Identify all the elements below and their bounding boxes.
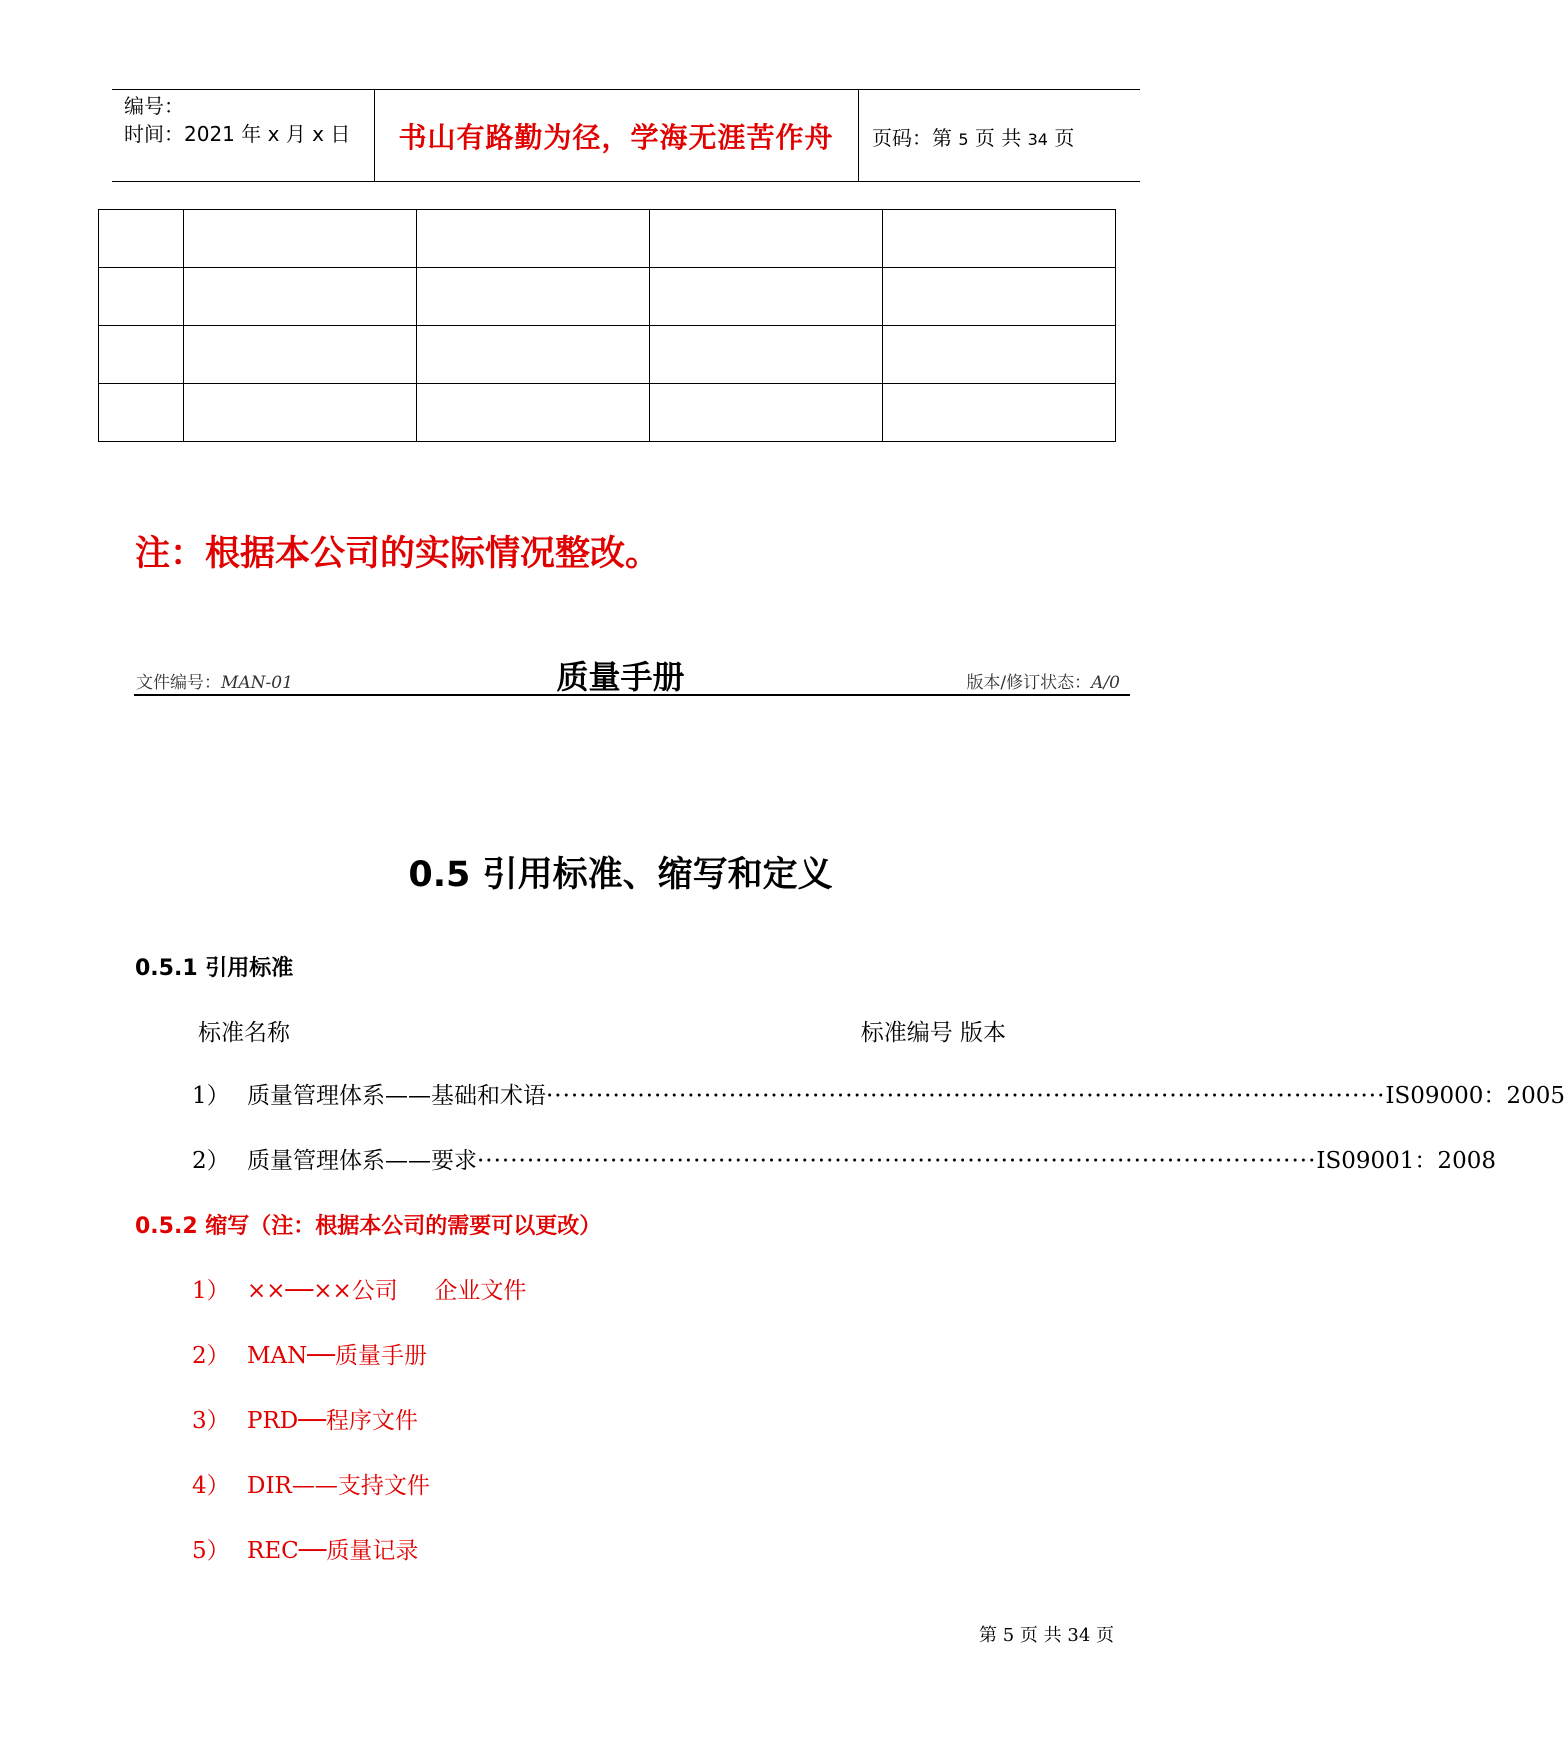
header-meta — [124, 92, 350, 148]
table-row — [99, 384, 1116, 442]
header-page-indicator — [872, 122, 1074, 151]
header-motto: 书山有路勤为径，学海无涯苦作舟 — [398, 121, 834, 154]
revision-status — [966, 668, 1120, 693]
standard-item-code: IS09001：2008 — [1316, 1148, 1496, 1174]
header-divider-2 — [858, 89, 859, 181]
table-cell — [99, 384, 184, 442]
table-cell — [99, 268, 184, 326]
table-cell — [99, 326, 184, 384]
table-cell — [417, 210, 650, 268]
abbreviation-number: 5） — [192, 1538, 230, 1564]
abbreviation-text: REC──质量记录 — [247, 1538, 419, 1564]
standard-item-code: IS09000：2005 — [1385, 1083, 1565, 1109]
abbreviation-item — [192, 1402, 418, 1435]
abbreviation-text: DIR——支持文件 — [247, 1473, 430, 1499]
page-footer: 第 5 页 共 34 页 — [979, 1625, 1114, 1646]
standard-item-name: 质量管理体系——要求 — [247, 1148, 477, 1174]
abbreviation-number: 4） — [192, 1473, 230, 1499]
code-label: 编号： — [124, 94, 184, 118]
table-cell — [184, 268, 417, 326]
standard-name-column-header: 标准名称 — [198, 1020, 290, 1046]
standard-code-column-header: 标准编号 版本 — [860, 1020, 1006, 1046]
standard-item-number: 1） — [192, 1083, 230, 1109]
abbreviation-number: 2） — [192, 1343, 230, 1369]
abbreviations-heading: 0.5.2 缩写（注：根据本公司的需要可以更改） — [135, 1214, 602, 1239]
table-row — [99, 326, 1116, 384]
table-cell — [184, 210, 417, 268]
table-cell — [883, 384, 1116, 442]
table-cell — [650, 384, 883, 442]
empty-table — [98, 209, 1116, 442]
standard-item-number: 2） — [192, 1148, 230, 1174]
abbreviation-item — [192, 1272, 526, 1305]
abbreviation-number: 1） — [192, 1278, 230, 1304]
table-cell — [417, 326, 650, 384]
abbreviation-text: PRD──程序文件 — [247, 1408, 418, 1434]
time-label: 时间：2021 年 x 月 x 日 — [124, 122, 351, 146]
manual-title: 质量手册 — [556, 658, 685, 696]
doc-header-rule — [134, 694, 1130, 696]
file-number-value: MAN-01 — [221, 673, 293, 693]
abbreviation-text: ××──××公司 企业文件 — [247, 1278, 527, 1304]
standard-item — [192, 1077, 1565, 1110]
table-row — [99, 210, 1116, 268]
table-row — [99, 268, 1116, 326]
page-total: 34 — [1027, 130, 1048, 149]
section-title: 0.5 引用标准、缩写和定义 — [408, 855, 833, 895]
table-cell — [184, 384, 417, 442]
file-number-label: 文件编号： — [136, 673, 221, 693]
abbreviation-number: 3） — [192, 1408, 230, 1434]
leader-dots: ····································································································· — [477, 1148, 1317, 1174]
table-cell — [650, 268, 883, 326]
table-cell — [417, 268, 650, 326]
abbreviation-text: MAN──质量手册 — [247, 1343, 427, 1369]
page-suffix: 页 — [1054, 126, 1075, 150]
abbreviation-item — [192, 1337, 427, 1370]
header-bottom-rule — [112, 181, 1140, 182]
revision-status-label: 版本/修订状态： — [966, 673, 1092, 693]
page-prefix: 页码：第 — [872, 126, 952, 150]
revision-note: 注：根据本公司的实际情况整改。 — [135, 534, 661, 574]
standards-heading: 0.5.1 引用标准 — [135, 956, 294, 981]
standard-item — [192, 1142, 1496, 1175]
abbreviation-item — [192, 1532, 418, 1565]
standard-item-name: 质量管理体系——基础和术语 — [247, 1083, 546, 1109]
leader-dots: ····································································································· — [546, 1083, 1386, 1109]
header-top-rule — [112, 89, 1140, 90]
table-cell — [184, 326, 417, 384]
table-cell — [883, 326, 1116, 384]
table-cell — [99, 210, 184, 268]
revision-status-value: A/0 — [1091, 673, 1120, 693]
table-cell — [417, 384, 650, 442]
table-cell — [650, 326, 883, 384]
page-number: 5 — [958, 130, 969, 149]
table-cell — [883, 210, 1116, 268]
table-cell — [883, 268, 1116, 326]
table-cell — [650, 210, 883, 268]
page-mid: 页 共 — [974, 126, 1022, 150]
abbreviation-item — [192, 1467, 430, 1500]
